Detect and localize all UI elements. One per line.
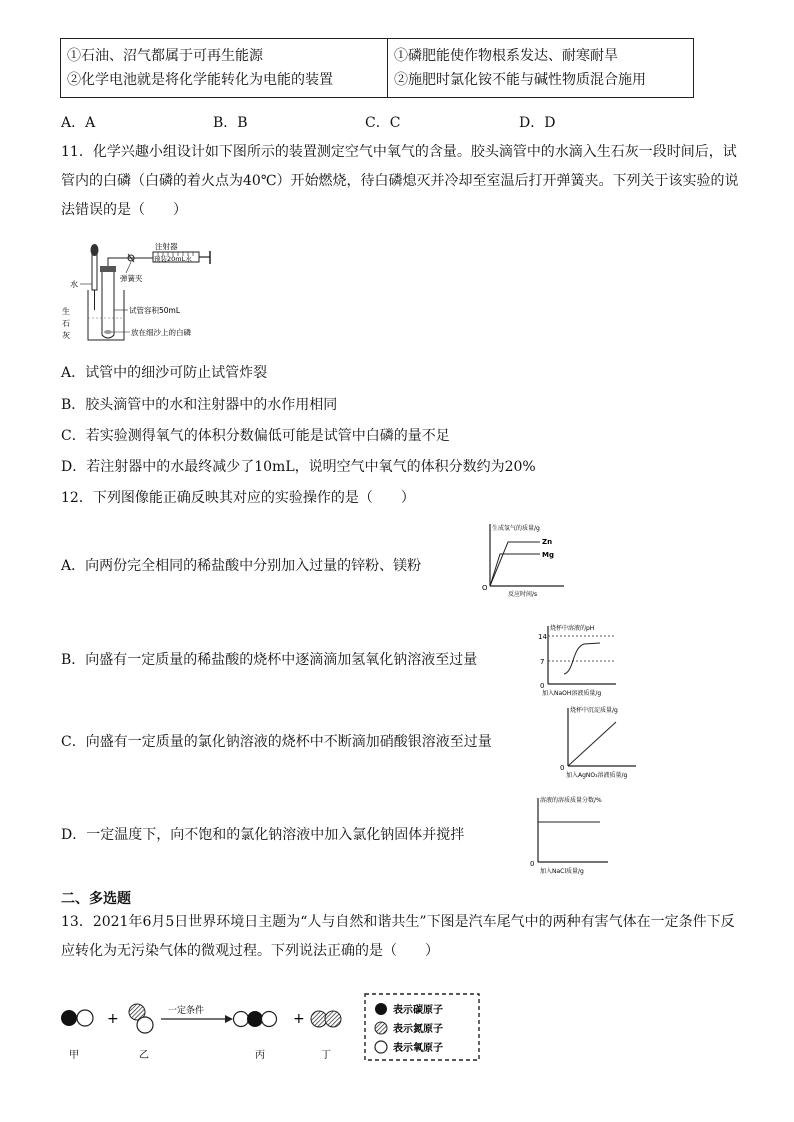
legend-carbon: 表示碳原子 [393, 1005, 443, 1016]
graph-d-ylabel: 溶液的溶质质量分数/% [540, 797, 602, 804]
label-lime-3: 灰 [62, 331, 70, 340]
arrow-label: 一定条件 [168, 1006, 205, 1016]
label-clamp: 弹簧夹 [120, 274, 143, 283]
graph-b-tick-7: 7 [540, 658, 545, 666]
q10-option-b[interactable]: B．B [213, 115, 248, 131]
graph-a-xlabel: 反应时间/s [508, 591, 538, 598]
graph-b-tick-14: 14 [538, 633, 547, 641]
q11-option-a[interactable]: A．试管中的细沙可防止试管炸裂 [61, 365, 268, 381]
svg-text:+: + [107, 1011, 119, 1027]
table-line: ②施肥时氯化铵不能与碱性物质混合施用 [394, 72, 646, 88]
graph-c-origin: 0 [560, 764, 565, 772]
q11-option-c[interactable]: C．若实验测得氧气的体积分数偏低可能是试管中白磷的量不足 [61, 428, 450, 444]
molecule-label-bing: 丙 [255, 1050, 265, 1061]
q11-option-b[interactable]: B．胶头滴管中的水和注射器中的水作用相同 [61, 397, 338, 413]
q11-stem: 11．化学兴趣小组设计如下图所示的装置测定空气中氧气的含量。胶头滴管中的水滴入生石灰一段时间后，试管内的白磷（白磷的着火点为40℃）开始燃烧，待白磷熄灭并冷却至室温后打开弹簧夹。下列关于该实验的说法错误的是（ ） [61, 144, 739, 218]
q10-option-c[interactable]: C．C [365, 115, 401, 131]
reaction-figure [55, 992, 485, 1064]
graph-d [526, 790, 616, 876]
label-tube-volume: 试管容积50mL [129, 306, 181, 315]
graph-a-origin: O [482, 584, 488, 592]
graph-a-series-mg: Mg [542, 551, 554, 559]
label-lime-2: 石 [62, 319, 70, 328]
q12-option-a[interactable]: A．向两份完全相同的稀盐酸中分别加入过量的锌粉、镁粉 [61, 558, 422, 574]
graph-a-ylabel: 生成氢气的质量/g [492, 525, 540, 532]
graph-d-origin: 0 [530, 860, 535, 868]
graph-a-series-zn: Zn [542, 538, 553, 546]
comparison-table [60, 38, 694, 98]
label-lime-1: 生 [62, 307, 70, 316]
graph-b-xlabel: 加入NaOH溶液质量/g [542, 690, 602, 697]
table-line: ②化学电池就是将化学能转化为电能的装置 [67, 72, 333, 88]
table-line: ①磷肥能使作物根系发达、耐寒耐旱 [394, 48, 618, 64]
apparatus-figure [58, 240, 228, 345]
graph-c-xlabel: 加入AgNO₃溶液质量/g [566, 772, 628, 779]
graph-b [536, 620, 636, 698]
label-water: 水 [70, 280, 78, 289]
q12-option-c[interactable]: C．向盛有一定质量的氯化钠溶液的烧杯中不断滴加硝酸银溶液至过量 [61, 734, 492, 750]
legend-nitrogen: 表示氮原子 [393, 1024, 443, 1035]
molecule-label-jia: 甲 [69, 1050, 79, 1061]
svg-text:+: + [293, 1011, 305, 1027]
q12-option-b[interactable]: B．向盛有一定质量的稀盐酸的烧杯中逐滴滴加氢氧化钠溶液至过量 [61, 652, 478, 668]
table-line: ①石油、沼气都属于可再生能源 [67, 48, 263, 64]
graph-c-ylabel: 烧杯中沉淀质量/g [570, 707, 618, 714]
q11-option-d[interactable]: D．若注射器中的水最终减少了10mL，说明空气中氧气的体积分数约为20% [61, 459, 536, 475]
molecule-label-yi: 乙 [139, 1050, 149, 1061]
q10-option-a[interactable]: A．A [61, 115, 96, 131]
label-phosphorus: 放在细沙上的白磷 [131, 328, 191, 337]
q13-stem: 13．2021年6月5日世界环境日主题为“人与自然和谐共生”下图是汽车尾气中的两种有害气体在一定条件下反应转化为无污染气体的微观过程。下列说法正确的是（ ） [61, 914, 735, 959]
table-cell-right [388, 39, 694, 98]
graph-c [556, 702, 646, 782]
graph-a [478, 520, 568, 600]
q12-option-d[interactable]: D．一定温度下，向不饱和的氯化钠溶液中加入氯化钠固体并搅拌 [61, 827, 465, 843]
q10-option-d[interactable]: D．D [519, 115, 556, 131]
graph-b-ylabel: 烧杯中溶液的pH [550, 625, 595, 632]
label-syringe-content: 预装20mL水 [154, 255, 192, 263]
q12-stem: 12．下列图像能正确反映其对应的实验操作的是（ ） [61, 490, 415, 506]
molecule-label-ding: 丁 [321, 1050, 331, 1061]
graph-d-xlabel: 加入NaCl质量/g [540, 868, 584, 875]
legend-oxygen: 表示氧原子 [393, 1043, 443, 1054]
section-heading: 二、多选题 [61, 891, 131, 907]
label-syringe: 注射器 [155, 242, 178, 251]
table-cell-left [61, 39, 388, 98]
graph-b-origin: 0 [540, 682, 545, 690]
